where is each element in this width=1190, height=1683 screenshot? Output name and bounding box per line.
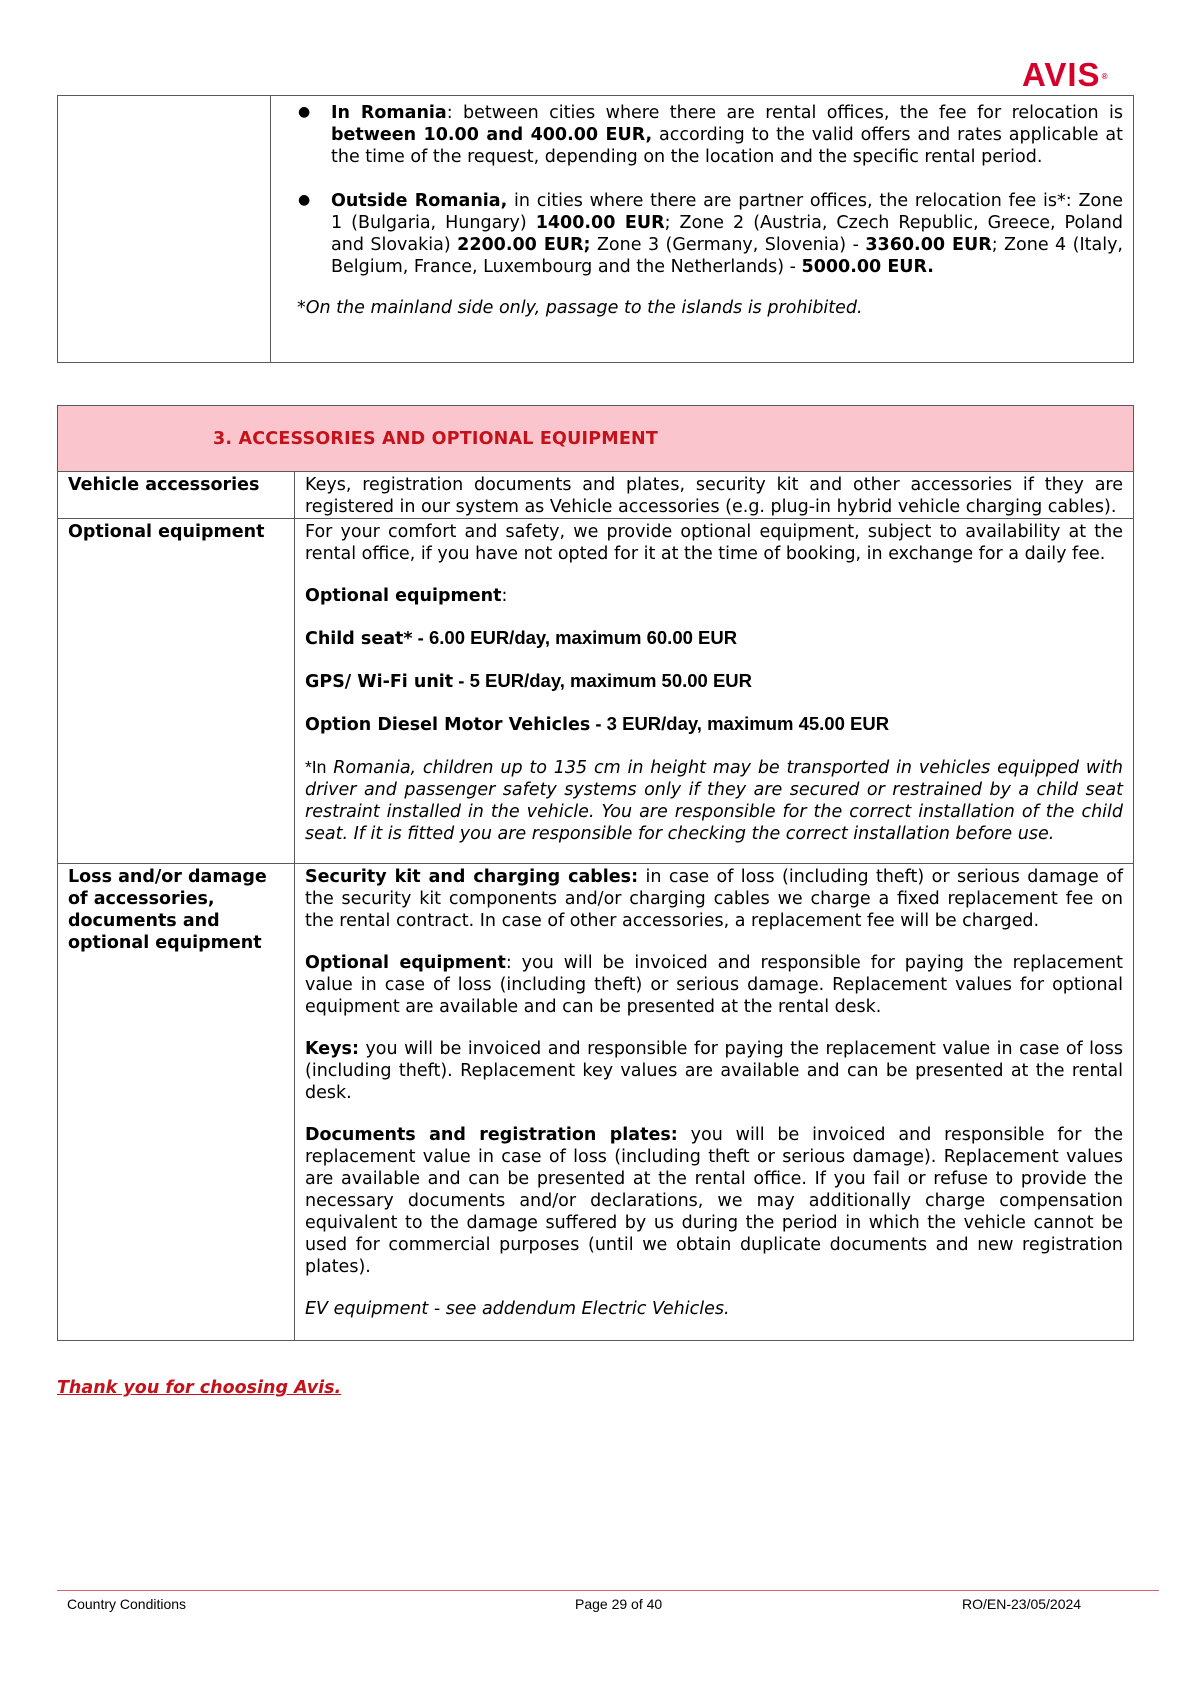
relocation-list: [281, 102, 1123, 278]
child-seat-footnote: *In Romania, children up to 135 cm in height may be transported in vehicles equipped with driver and passenger safety systems only if they are secured or restrained by a child seat restraint installed in the vehicle. You are responsible for the correct installation of the child seat. If it is fitted you are responsible for checking the correct installation before use.: [305, 757, 1123, 844]
footer-document-ref: RO/EN-23/05/2024: [962, 1596, 1082, 1612]
keys-paragraph: Keys: you will be invoiced and responsible for paying the replacement value in case of loss (including theft). Replacement key values are available and can be presented at the rental desk.: [305, 1039, 1123, 1103]
avis-logo: AVIS®: [1022, 56, 1109, 93]
section-title: 3. ACCESSORIES AND OPTIONAL EQUIPMENT: [213, 428, 659, 449]
islands-note: *On the mainland side only, passage to the islands is prohibited.: [297, 298, 863, 318]
loss-damage-cell: [295, 864, 1134, 1341]
romania-relocation-item: ● In Romania: between cities where there are rental offices, the fee for relocation is between 10.00 and 400.00 EUR, according to the valid offers and rates applicable at the time of the request, depending on the location and the specific rental period.: [331, 102, 1123, 168]
loss-damage-label: Loss and/or damage of accessories, documents and optional equipment: [58, 864, 295, 1341]
vehicle-accessories-label: Vehicle accessories: [58, 472, 295, 519]
footer-page-number: Page 29 of 40: [575, 1596, 663, 1612]
security-kit-paragraph: Security kit and charging cables: in case of loss (including theft) or serious damage of the security kit components and/or charging cables we charge a fixed replacement fee on the rental contract. In case of other accessories, a replacement fee will be charged.: [305, 867, 1124, 931]
optional-equipment-intro: For your comfort and safety, we provide optional equipment, subject to availability at the rental office, if you have not opted for it at the time of booking, in exchange for a daily fee.: [305, 522, 1123, 564]
relocation-content-cell: [271, 96, 1134, 363]
optional-equipment-label: Optional equipment: [58, 519, 295, 864]
accessories-table: [57, 405, 1134, 1341]
gps-item: GPS/ Wi-Fi unit - 5 EUR/day, maximum 50.00 EUR: [305, 670, 753, 692]
optional-equipment-cell: [295, 519, 1134, 864]
closing-thanks: Thank you for choosing Avis.: [57, 1378, 342, 1398]
diesel-item: Option Diesel Motor Vehicles - 3 EUR/day, maximum 45.00 EUR: [305, 713, 890, 735]
ev-equipment-note: EV equipment - see addendum Electric Vehicles.: [305, 1299, 730, 1319]
footer-divider: [57, 1590, 1159, 1591]
section-header: [58, 406, 1134, 472]
vehicle-accessories-text: Keys, registration documents and plates, security kit and other accessories if they are registered in our system as Vehicle accessories (e.g. plug-in hybrid vehicle charging cables).: [295, 472, 1134, 519]
documents-paragraph: Documents and registration plates: you will be invoiced and responsible for the replacement value in case of loss (including theft or serious damage). Replacement values are available and can be presented at the rental office. If you fail or refuse to provide the necessary documents and/or declarations, we may additionally charge compensation equivalent to the damage suffered by us during the period in which the vehicle cannot be used for commercial purposes (until we obtain duplicate documents and new registration plates).: [305, 1125, 1123, 1277]
optional-equipment-loss-paragraph: Optional equipment: you will be invoiced and responsible for paying the replacement value in case of loss (including theft) or serious damage. Replacement values for optional equipment are available and can be presented at the rental desk.: [305, 953, 1123, 1017]
outside-romania-relocation-item: ● Outside Romania, in cities where there are partner offices, the relocation fee is*: Zone 1 (Bulgaria, Hungary) 1400.00 EUR; Zone 2 (Austria, Czech Republic, Greece, Poland and Slovakia) 2200.00 EUR; Zone 3 (Germany, Slovenia) - 3360.00 EUR; Zone 4 (Italy, Belgium, France, Luxembourg and the Netherlands) - 5000.00 EUR.: [331, 190, 1123, 278]
relocation-label-cell: [58, 96, 271, 363]
child-seat-item: Child seat* - 6.00 EUR/day, maximum 60.00 EUR: [305, 627, 738, 649]
optional-equipment-list-title: Optional equipment:: [305, 586, 508, 606]
relocation-table: [57, 95, 1134, 363]
footer-document-title: Country Conditions: [67, 1596, 187, 1612]
